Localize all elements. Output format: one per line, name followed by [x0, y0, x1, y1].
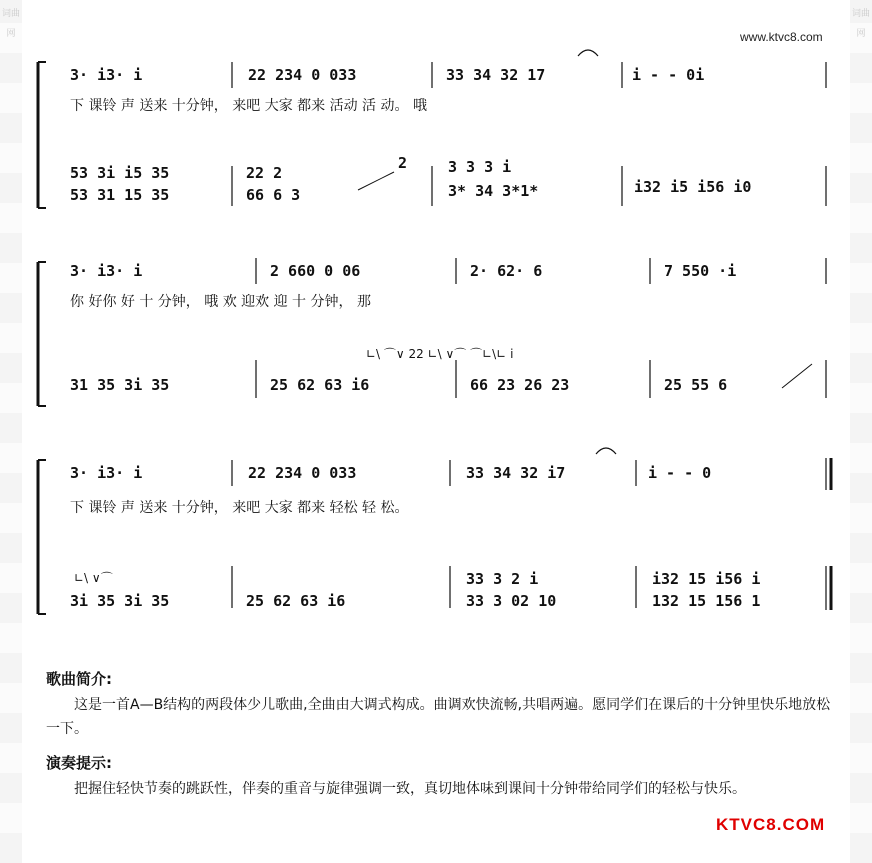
melody-measure: 2 660 0 06 [270, 262, 361, 280]
melody-measure: i - - 0i [632, 66, 705, 84]
melody-measure: 33 34 32 i7 [466, 464, 566, 482]
site-logo: KTVC8.COM [716, 815, 826, 834]
accomp-lower: 66 6 3 [246, 186, 301, 204]
ornament-marks: ∟\ ⌒∨ 22 ∟\ ∨⌒ ⌒∟\∟ i [366, 347, 514, 361]
melody-measure: 33 34 32 17 [446, 66, 546, 84]
melody-measure: 2· 62· 6 [470, 262, 543, 280]
song-intro-heading: 歌曲简介: [46, 670, 112, 688]
accomp-lower: 3i 35 3i 35 [70, 592, 170, 610]
left-watermark-strip: 词曲网 [0, 0, 22, 863]
site-url: www.ktvc8.com [740, 30, 823, 44]
ornament-marks: ∟\ ∨⌒ [74, 571, 113, 585]
performance-tips-body: 把握住轻快节奏的跳跃性，伴奏的重音与旋律强调一致，真切地体味到课间十分钟带给同学们的轻松与快乐。 [74, 781, 746, 797]
accomp-lower: 3* 34 3*1* [448, 182, 539, 200]
accomp-upper: 53 3i i5 35 [70, 164, 170, 182]
glissando-line [358, 172, 394, 190]
system-1 [38, 50, 826, 208]
system-3 [38, 448, 831, 614]
lyrics-line: 下 课铃 声 送来 十分钟， 来吧 大家 都来 轻松 轻 松。 [70, 500, 409, 516]
accomp-lower: 31 35 3i 35 [70, 376, 170, 394]
accomp-lower: 33 3 02 10 [466, 592, 557, 610]
accomp-lower: 25 55 6 [664, 376, 728, 394]
tie-arc [578, 50, 598, 56]
melody-measure: 3· i3· i [70, 66, 143, 84]
accomp-upper: 22 2 [246, 164, 283, 182]
melody-measure: i - - 0 [648, 464, 712, 482]
performance-tips-heading: 演奏提示: [46, 754, 112, 772]
accomp-lower: 53 31 15 35 [70, 186, 170, 204]
tie-arc [596, 448, 616, 454]
melody-measure: 7 550 ·i [664, 262, 737, 280]
performance-tips-section [46, 752, 836, 801]
accomp-lower: 25 62 63 i6 [246, 592, 346, 610]
glissando-line [782, 364, 812, 388]
accomp-upper: i32 i5 i56 i0 [634, 178, 752, 196]
accomp-lower: 132 15 156 1 [652, 592, 761, 610]
accomp-lower: 66 23 26 23 [470, 376, 570, 394]
song-intro-section [46, 668, 836, 741]
accomp-upper: 3 3 3 i [448, 158, 512, 176]
melody-measure: 22 234 0 033 [248, 66, 357, 84]
song-intro-body: 这是一首A—B结构的两段体少儿歌曲,全曲由大调式构成。曲调欢快流畅,共唱两遍。愿同学们在课后的十分钟里快乐地放松一下。 [46, 697, 831, 737]
accomp-upper: i32 15 i56 i [652, 570, 761, 588]
lyrics-line: 下 课铃 声 送来 十分钟， 来吧 大家 都来 活动 活 动。 哦 [70, 98, 427, 114]
system-2 [38, 258, 826, 406]
melody-measure: 3· i3· i [70, 262, 143, 280]
melody-measure: 22 234 0 033 [248, 464, 357, 482]
accomp-upper: 33 3 2 i [466, 570, 539, 588]
right-watermark-strip: 词曲网 [850, 0, 872, 863]
accomp-upper: 2 [398, 154, 408, 172]
melody-measure: 3· i3· i [70, 464, 143, 482]
accomp-lower: 25 62 63 i6 [270, 376, 370, 394]
lyrics-line: 你 好你 好 十 分钟， 哦 欢 迎欢 迎 十 分钟， 那 [70, 294, 371, 310]
